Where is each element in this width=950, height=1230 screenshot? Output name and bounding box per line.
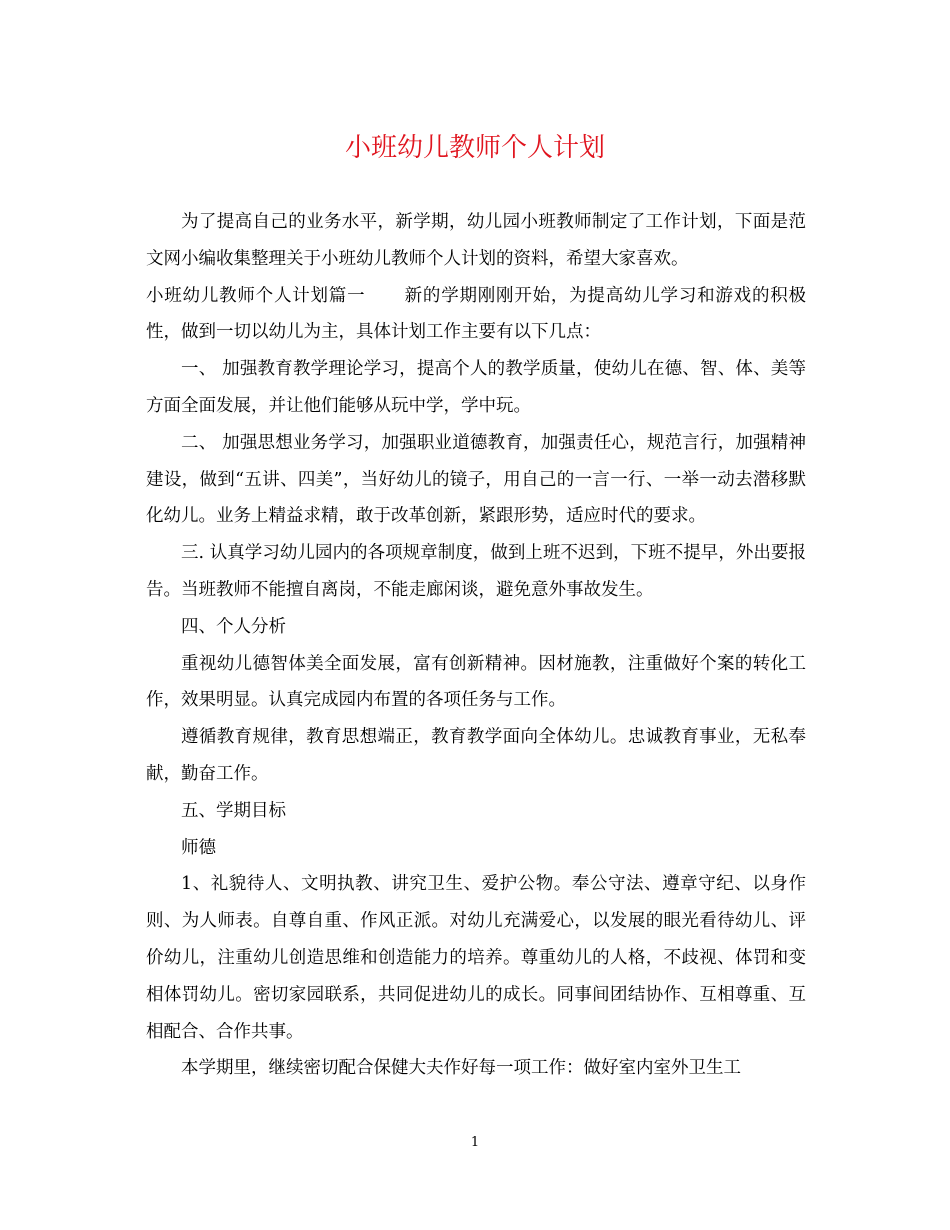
section1-lead: 新的学期刚刚开始，为提高幼儿学习和游戏的积极性，做到一切以幼儿为主，具体计划工作主要有以下几点： (146, 285, 807, 343)
page-number: 1 (470, 1135, 480, 1150)
document-body (146, 204, 806, 1087)
intro-paragraph: 为了提高自己的业务水平，新学期，幼儿园小班教师制定了工作计划，下面是范文网小编收集整理关于小班幼儿教师个人计划的资料，希望大家喜欢。 (146, 212, 806, 269)
paragraph-5: 重视幼儿德智体美全面发展，富有创新精神。因材施教，注重做好个案的转化工作，效果明显。认真完成园内布置的各项任务与工作。 (146, 653, 806, 711)
paragraph-8: 师德 (181, 837, 216, 858)
paragraph-9: 1、礼貌待人、文明执教、讲究卫生、爱护公物。奉公守法、遵章守纪、以身作则、为人师表。自尊自重、作风正派。对幼儿充满爱心，以发展的眼光看待幼儿、评价幼儿，注重幼儿创造思维和创造能力的培养。尊重幼儿的人格，不歧视、体罚和变相体罚幼儿。密切家园联系，共同促进幼儿的成长。同事间团结协作、互相尊重、互相配合、合作共事。 (146, 874, 806, 1042)
paragraph-7: 五、学期目标 (181, 800, 286, 821)
paragraph-10: 本学期里，继续密切配合保健大夫作好每一项工作：做好室内室外卫生工 (181, 1058, 741, 1079)
paragraph-2: 二、 加强思想业务学习，加强职业道德教育，加强责任心，规范言行，加强精神建设，做到“五讲、四美”，当好幼儿的镜子，用自己的一言一行、一举一动去潜移默化幼儿。业务上精益求精，敢于改革创新，紧跟形势，适应时代的要求。 (146, 432, 806, 527)
section1-heading: 小班幼儿教师个人计划篇一 (146, 285, 366, 306)
paragraph-3: 三. 认真学习幼儿园内的各项规章制度，做到上班不迟到，下班不提早，外出要报告。当班教师不能擅自离岗，不能走廊闲谈，避免意外事故发生。 (146, 543, 806, 600)
document-title: 小班幼儿教师个人计划 (344, 133, 605, 163)
paragraph-6: 遵循教育规律，教育思想端正，教育教学面向全体幼儿。忠诚教育事业，无私奉献，勤奋工作。 (146, 727, 806, 784)
paragraph-1: 一、 加强教育教学理论学习，提高个人的教学质量，使幼儿在德、智、体、美等方面全面发展，并让他们能够从玩中学，学中玩。 (146, 359, 806, 416)
paragraph-4: 四、个人分析 (181, 616, 286, 637)
section1-paragraph (146, 278, 806, 352)
